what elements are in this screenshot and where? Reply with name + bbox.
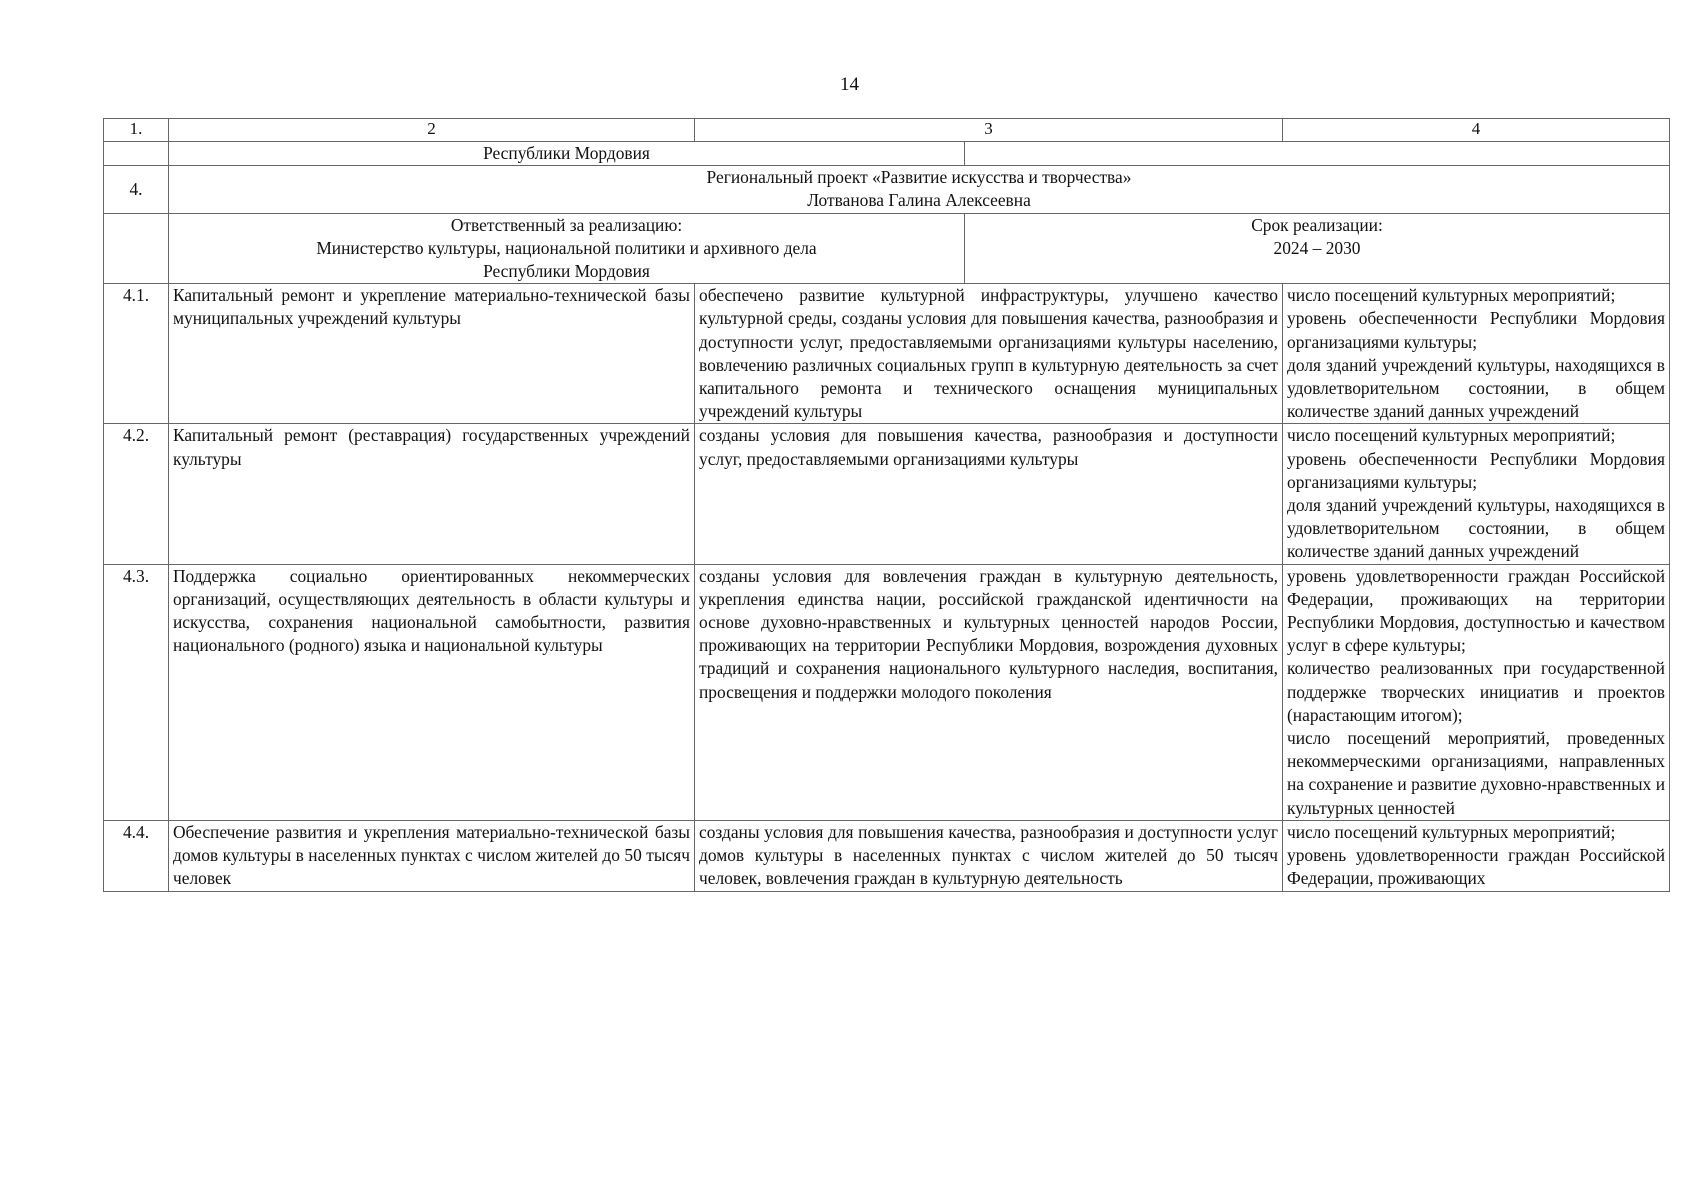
responsible-cell bbox=[169, 213, 965, 284]
term-cell bbox=[965, 213, 1670, 284]
indicator-item: число посещений мероприятий, проведенных некоммерческими организациями, направленных на сохранение и развитие духовно-нравственных и культурных ценностей bbox=[1287, 728, 1665, 818]
project-title: Региональный проект «Развитие искусства и творчества» bbox=[706, 167, 1132, 188]
indicator-item: число посещений культурных мероприятий; bbox=[1287, 425, 1616, 446]
row-number: 4.3. bbox=[104, 564, 169, 820]
indicator-item: уровень обеспеченности Республики Мордовия организациями культуры; bbox=[1287, 448, 1665, 492]
section-title-cell bbox=[169, 166, 1670, 213]
column-header-4: 4 bbox=[1283, 119, 1670, 142]
term-value: 2024 – 2030 bbox=[1273, 237, 1361, 258]
effects-cell: обеспечено развитие культурной инфраструктуры, улучшено качество культурной среды, созданы условия для повышения качества, разнообразия и доступности услуг, предоставляемыми организациями культуры населению, вовлечению различных социальных групп в культурную деятельность за счет капитального ремонта и технического оснащения муниципальных учреждений культуры bbox=[695, 284, 1283, 424]
indicator-item: доля зданий учреждений культуры, находящихся в удовлетворительном состоянии, в общем количестве зданий данных учреждений bbox=[1287, 495, 1665, 562]
task-cell: Капитальный ремонт и укрепление материально-технической базы муниципальных учреждений культуры bbox=[169, 284, 695, 424]
effects-cell: созданы условия для вовлечения граждан в культурную деятельность, укрепления единства нации, российской гражданской идентичности на основе духовно-нравственных и культурных ценностей народов России, проживающих на территории Республики Мордовия, возрождения духовных традиций и сохранения национального культурного наследия, воспитания, просвещения и поддержки молодого поколения bbox=[695, 564, 1283, 820]
indicators-cell bbox=[1283, 424, 1670, 564]
section-number: 4. bbox=[104, 166, 169, 213]
section-header-row bbox=[104, 166, 1670, 213]
table-row bbox=[104, 284, 1670, 424]
empty-cell bbox=[965, 142, 1670, 166]
responsible-org-line1: Министерство культуры, национальной политики и архивного дела bbox=[316, 237, 817, 258]
project-head: Лотванова Галина Алексеевна bbox=[807, 190, 1031, 211]
column-header-2: 2 bbox=[169, 119, 695, 142]
table-row bbox=[104, 820, 1670, 891]
table-row bbox=[104, 564, 1670, 820]
indicator-item: количество реализованных при государственной поддержке творческих инициатив и проектов (нарастающим итогом); bbox=[1287, 658, 1665, 725]
indicator-item: уровень удовлетворенности граждан Российской Федерации, проживающих на территории Республики Мордовия, доступностью и качеством услуг в сфере культуры; bbox=[1287, 565, 1665, 656]
indicators-cell bbox=[1283, 284, 1670, 424]
term-label: Срок реализации: bbox=[1251, 214, 1383, 235]
page-number: 14 bbox=[840, 74, 859, 95]
table-row bbox=[104, 424, 1670, 564]
indicator-item: уровень удовлетворенности граждан Российской Федерации, проживающих bbox=[1287, 845, 1665, 889]
task-cell: Обеспечение развития и укрепления материально-технической базы домов культуры в населенных пунктах с числом жителей до 50 тысяч человек bbox=[169, 820, 695, 891]
responsible-row bbox=[104, 213, 1670, 284]
indicators-cell bbox=[1283, 820, 1670, 891]
row-number: 4.2. bbox=[104, 424, 169, 564]
effects-cell: созданы условия для повышения качества, разнообразия и доступности услуг домов культуры в населенных пунктах с числом жителей до 50 тысяч человек, вовлечения граждан в культурную деятельность bbox=[695, 820, 1283, 891]
indicator-item: доля зданий учреждений культуры, находящихся в удовлетворительном состоянии, в общем количестве зданий данных учреждений bbox=[1287, 354, 1665, 422]
indicator-item: число посещений культурных мероприятий; bbox=[1287, 285, 1616, 306]
column-header-3: 3 bbox=[695, 119, 1283, 142]
task-cell: Капитальный ремонт (реставрация) государственных учреждений культуры bbox=[169, 424, 695, 564]
indicator-item: число посещений культурных мероприятий; bbox=[1287, 821, 1616, 842]
row-number: 4.1. bbox=[104, 284, 169, 424]
responsible-label: Ответственный за реализацию: bbox=[450, 214, 683, 235]
row-number: 4.4. bbox=[104, 820, 169, 891]
continued-title: Республики Мордовия bbox=[169, 142, 965, 166]
empty-cell bbox=[104, 213, 169, 284]
column-header-1: 1. bbox=[104, 119, 169, 142]
measures-table bbox=[103, 118, 1670, 892]
empty-cell bbox=[104, 142, 169, 166]
responsible-org-line2: Республики Мордовия bbox=[483, 261, 650, 282]
continued-title-row bbox=[104, 142, 1670, 166]
effects-cell: созданы условия для повышения качества, разнообразия и доступности услуг, предоставляемыми организациями культуры bbox=[695, 424, 1283, 564]
indicators-cell bbox=[1283, 564, 1670, 820]
column-header-row bbox=[104, 119, 1670, 142]
task-cell: Поддержка социально ориентированных некоммерческих организаций, осуществляющих деятельность в области культуры и искусства, сохранения национальной самобытности, развития национального (родного) языка и национальной культуры bbox=[169, 564, 695, 820]
indicator-item: уровень обеспеченности Республики Мордовия организациями культуры; bbox=[1287, 308, 1665, 352]
